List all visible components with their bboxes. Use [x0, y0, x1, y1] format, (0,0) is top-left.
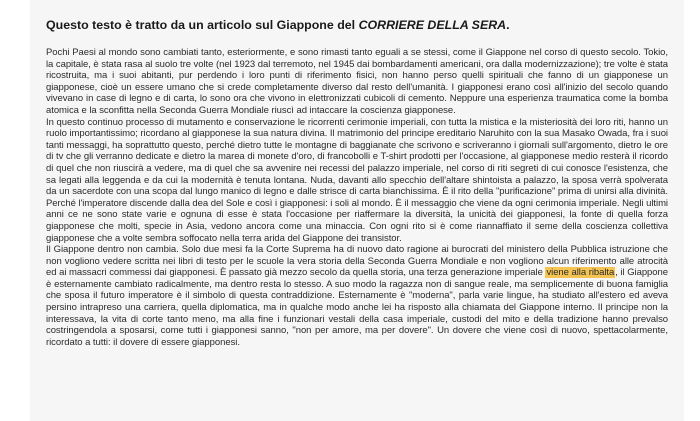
article-panel [30, 0, 684, 421]
paragraph-2: In questo continuo processo di mutamento e conservazione le ricorrenti cerimonie imperiali, con tutta la mistica e la misteriosità dei loro riti, hanno un ruolo importantissimo; ricordano al giapponese la sua natura divina. Il matrimonio del principe ereditario Naruhito con la sua Masako Owada, fra i suoi tanti messaggi, ha soprattutto questo, perché dietro tutte le montagne di baggianate che scrivono e scriveranno i giornali sull'argomento, dietro le ore di tv che gli verranno dedicate e dietro la marea di monete d'oro, di francobolli e T-shirt prodotti per l'occasione, al giapponese medio resterà il ricordo di quel che non riuscirà a vedere, ma di quel che sa avvenire nei recessi del palazzo imperiale, nel corso di riti segreti di cui conosce l'esistenza, che sa legati alla leggenda e da cui la modernità è tenuta lontana. Nuda, davanti allo specchio dell'altare shintoista a palazzo, la sposa verrà spolverata da un sacerdote con una scopa dal lungo manico di legno e dalle strisce di carta bianchissima. È il rito della "purificazione" prima di unirsi alla divinità. Perché l'imperatore discende dalla dea del Sole e così i giapponesi: i soli al mondo. È il messaggio che viene da ogni cerimonia imperiale. Negli ultimi anni ce ne sono state varie e ognuna di esse è stata l'occasione per riaffermare la diversità, la unicità dei giapponesi, la fonte di quella forza giapponese che molti, specie in Asia, vedono ancora come una minaccia. Con ogni rito si è come riannaffiato il seme della coscienza collettiva giapponese che a volte sembra soffocato nella terra arida del Giappone dei transistor. [46, 116, 668, 244]
paragraph-3-before: Il Giappone dentro non cambia. Solo due mesi fa la Corte Suprema ha di nuovo dato ragione ai burocrati del ministero della Pubblica istruzione che non vogliono vedere scritta nei libri di testo per le scuole la vera storia della Seconda Guerra Mondiale e non vogliono alcun riferimento alle atrocità ed ai massacri commessi dai giapponesi. È passato già mezzo secolo da quella storia, una terza generazione imperiale [46, 244, 668, 279]
paragraph-3 [46, 244, 668, 348]
article-body [46, 47, 668, 348]
highlighted-phrase[interactable]: viene alla ribalta [546, 267, 615, 279]
title-suffix: . [506, 18, 510, 32]
title-prefix: Questo testo è tratto da un articolo sul Giappone del [46, 18, 359, 32]
article-title [46, 18, 668, 33]
paragraph-3-after: , il Giappone è esternamente cambiato radicalmente, ma dentro resta lo stesso. A suo modo la ragazza non di sangue reale, ma semplicemente di buona famiglia che sposa il futuro imperatore è il simbolo di questa contraddizione. Esternamente è "moderna", parla varie lingue, ha studiato all'estero ed aveva persino intrapreso una carriera, quella diplomatica, ma in qualche modo anche lei ha risposto alla chiamata del Giappone interno. Il principe non la interessava, la vita di corte tanto meno, ma alla fine i funzionari vestali della casa imperiale, custodi del mito e della tradizione hanno prevalso costringendola a sposarsi, come tutti i giapponesi sanno, "non per amore, ma per dovere". Un dovere che viene così di nuovo, spettacolarmente, ricordato a tutti: il dovere di essere giapponesi. [46, 267, 668, 348]
newspaper-name: CORRIERE DELLA SERA [358, 18, 507, 32]
paragraph-1: Pochi Paesi al mondo sono cambiati tanto, esteriormente, e sono rimasti tanto eguali a se stessi, come il Giappone nel corso di questo secolo. Tokio, la capitale, è stata rasa al suolo tre volte (nel 1923 dal terremoto, nel 1945 dai bombardamenti americani, ora dalla modernizzazione); tre volte è stata ricostruita, ma i suoi abitanti, pur perdendo i loro punti di riferimento fisici, non hanno perso quelli spirituali che fanno di un giapponese un giapponese, cioè un essere umano che si crede completamente diverso dal resto dell'umanità. I giapponesi erano così all'inizio del secolo quando vivevano in case di legno e di carta, lo sono ora che vivono in elettronizzati cubicoli di cemento. Neppure una esperienza traumatica come la bomba atomica e la sconfitta nella Seconda Guerra Mondiale riuscì ad intaccare la coscienza giapponese. [46, 47, 668, 116]
